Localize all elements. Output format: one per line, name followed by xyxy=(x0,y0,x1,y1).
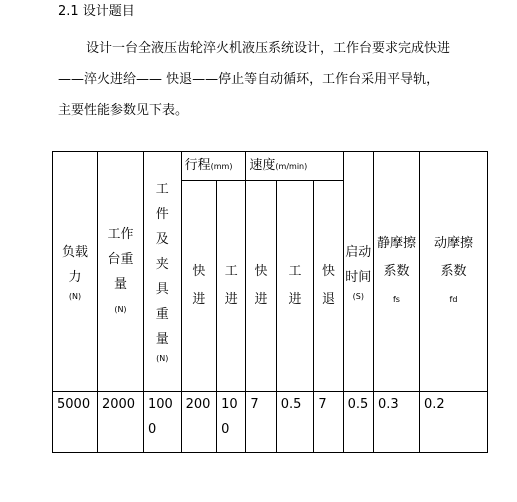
cell-static-friction: 0.3 xyxy=(373,392,419,453)
header-static-friction: 静摩擦 系数 fs xyxy=(373,152,419,392)
cell-stroke-work: 100 xyxy=(217,392,246,453)
cell-load: 5000 xyxy=(53,392,98,453)
header-stroke: 行程(mm) xyxy=(181,152,246,181)
cell-table-weight: 2000 xyxy=(97,392,143,453)
section-heading: 2.1 设计题目 xyxy=(58,4,135,19)
header-speed: 速度(m/min) xyxy=(246,152,343,181)
header-stroke-work: 工 进 xyxy=(217,181,246,392)
data-row xyxy=(53,392,488,453)
description-line-3: 主要性能参数见下表。 xyxy=(58,103,189,118)
cell-stroke-rapid: 200 xyxy=(181,392,217,453)
cell-speed-work: 0.5 xyxy=(276,392,314,453)
header-load: 负载 力 (N) xyxy=(53,152,98,392)
header-dynamic-friction: 动摩擦 系数 fd xyxy=(419,152,487,392)
header-workpiece-fixture-weight: 工 件 及 夹 具 重 量 (N) xyxy=(143,152,181,392)
cell-start-time: 0.5 xyxy=(343,392,373,453)
parameters-table-container xyxy=(52,151,488,452)
header-table-weight: 工作 台重 量 (N) xyxy=(97,152,143,392)
header-start-time: 启动 时间 (S) xyxy=(343,152,373,392)
description-line-1: 设计一台全液压齿轮淬火机液压系统设计，工作台要求完成快进 xyxy=(86,41,451,56)
header-row-1 xyxy=(53,152,488,181)
cell-speed-rapid: 7 xyxy=(246,392,276,453)
description-line-2: ——淬火进给—— 快退——停止等自动循环，工作台采用平导轨， xyxy=(58,72,440,87)
cell-dynamic-friction: 0.2 xyxy=(419,392,487,453)
header-speed-rapid: 快 进 xyxy=(246,181,276,392)
header-speed-work: 工 进 xyxy=(276,181,314,392)
header-speed-return: 快 退 xyxy=(314,181,343,392)
header-stroke-rapid: 快 进 xyxy=(181,181,217,392)
design-description xyxy=(58,33,498,126)
cell-speed-return: 7 xyxy=(314,392,343,453)
performance-parameters-table xyxy=(52,151,488,453)
cell-workpiece-fixture-weight: 1000 xyxy=(143,392,181,453)
